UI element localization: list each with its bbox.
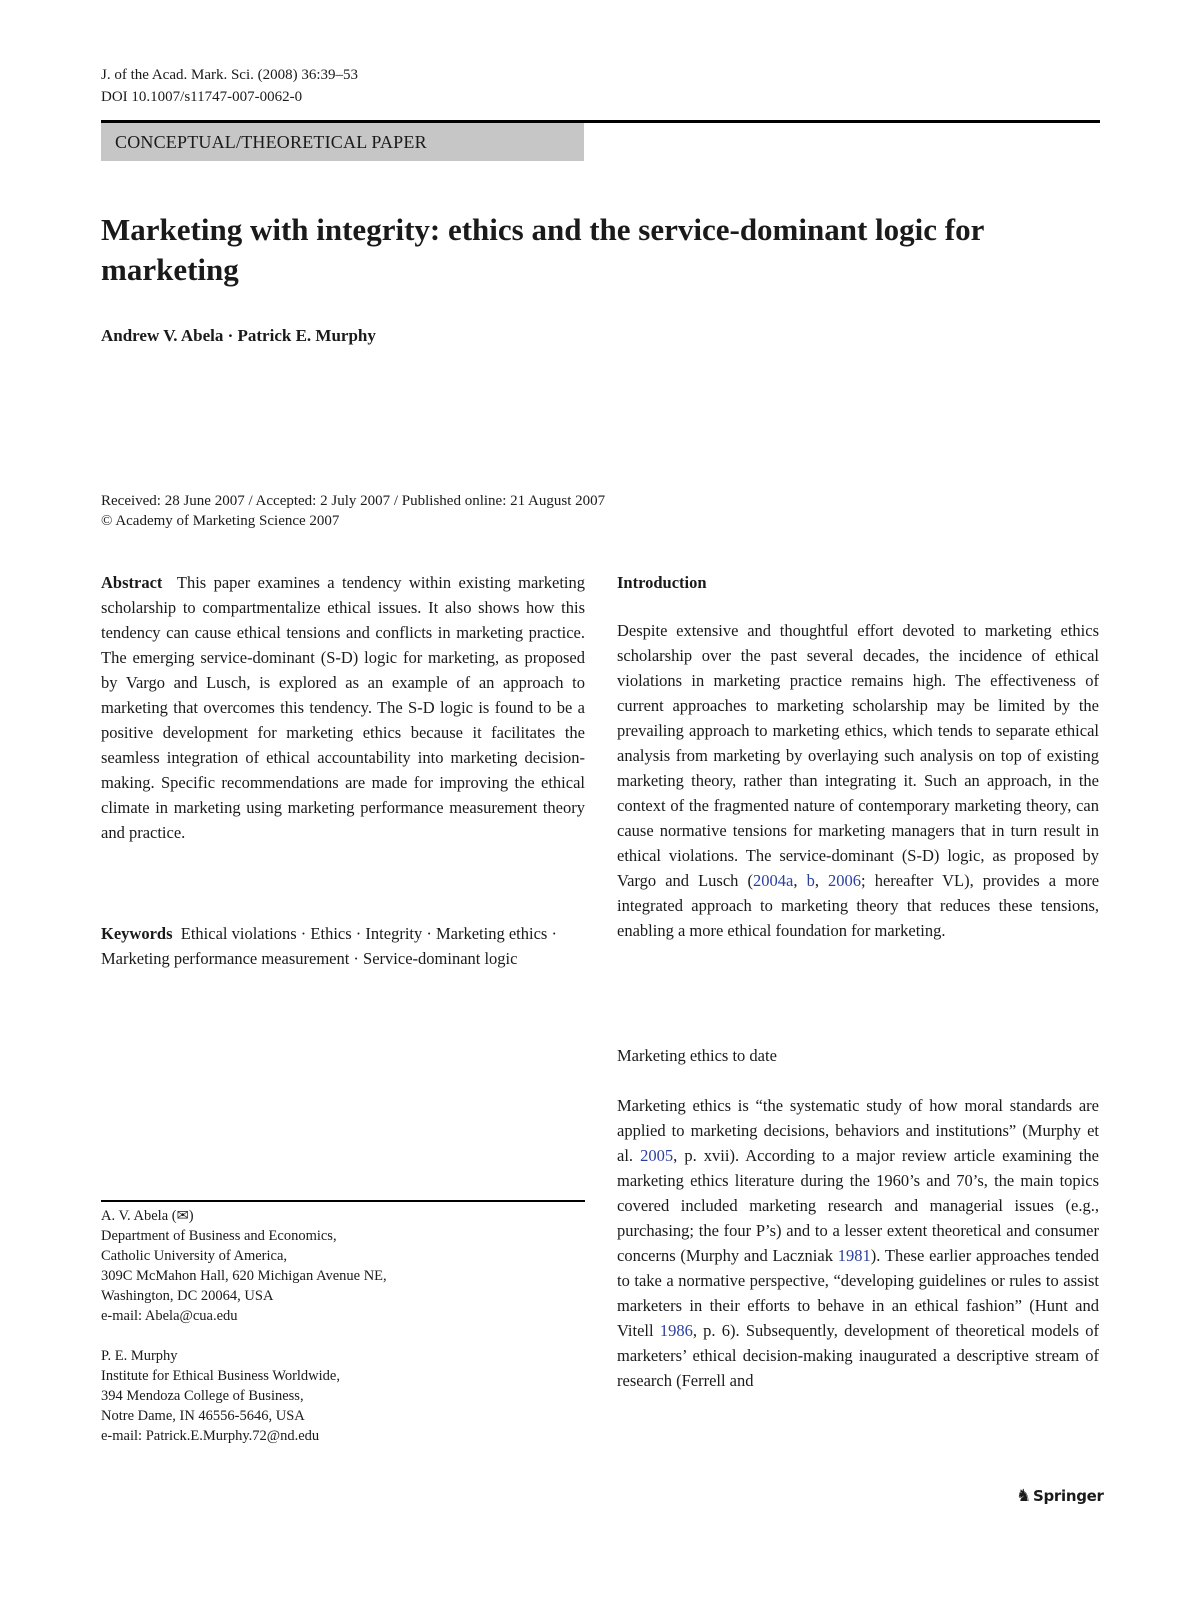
- affiliation-name: P. E. Murphy: [101, 1348, 178, 1364]
- citation-link[interactable]: 1986: [659, 1321, 693, 1340]
- affiliation-line: Notre Dame, IN 46556-5646, USA: [101, 1408, 305, 1424]
- keywords-text: Ethical violations · Ethics · Integrity · Marketing ethics · Marketing performance measurement · Service-dominant logic: [101, 924, 557, 968]
- affiliation-email[interactable]: e-mail: Patrick.E.Murphy.72@nd.edu: [101, 1428, 320, 1444]
- paragraph-text: , p. xvii). According to a major review article examining the marketing ethics literature during the 1960’s and 70’s, the main topics covered included marketing research and managerial issues (e.g., purchasing; the four P’s) and to a lesser extent theoretical and consumer concerns (Murphy and Laczniak: [617, 1146, 1099, 1265]
- affiliation-line: Department of Business and Economics,: [101, 1228, 337, 1244]
- keywords: [101, 921, 585, 971]
- article-title: Marketing with integrity: ethics and the service-dominant logic for marketing: [101, 212, 984, 287]
- paragraph-text: ; hereafter VL), provides a more integrated approach to marketing theory that reduces these tensions, enabling a more ethical foundation for marketing.: [617, 871, 1100, 940]
- affiliation-email[interactable]: e-mail: Abela@cua.edu: [101, 1308, 238, 1324]
- citation-link[interactable]: b: [806, 871, 815, 890]
- springer-horse-icon: ♞: [1016, 1486, 1031, 1506]
- citation-separator: ,: [814, 871, 829, 890]
- citation-link[interactable]: 2005: [640, 1146, 674, 1165]
- keywords-label: Keywords: [101, 924, 173, 943]
- affiliation-abela: [101, 1206, 387, 1326]
- copyright: © Academy of Marketing Science 2007: [101, 513, 340, 529]
- author-list: Andrew V. Abela · Patrick E. Murphy: [101, 326, 376, 345]
- section-heading-ethics-to-date: Marketing ethics to date: [617, 1046, 777, 1065]
- affiliation-line: Catholic University of America,: [101, 1248, 288, 1264]
- ethics-to-date-paragraph: [617, 1093, 1099, 1393]
- affiliation-murphy: [101, 1346, 340, 1446]
- paragraph-text: ). These earlier approaches tended to take a normative perspective, “developing guidelines or rules to assist marketers in their efforts to behave in an ethical fashion” (Hunt and Vitell: [617, 1246, 1099, 1340]
- publication-info: [101, 491, 605, 531]
- paragraph-text: , p. 6). Subsequently, development of theoretical models of marketers’ ethical decision-making inaugurated a descriptive stream of research (Ferrell and: [617, 1321, 1099, 1390]
- journal-citation: J. of the Acad. Mark. Sci. (2008) 36:39–53: [101, 67, 359, 83]
- introduction-paragraph: [617, 618, 1099, 943]
- affiliation-name: A. V. Abela (✉): [101, 1208, 194, 1224]
- abstract: [101, 570, 585, 845]
- citation-link[interactable]: 1981: [837, 1246, 871, 1265]
- doi: DOI 10.1007/s11747-007-0062-0: [101, 89, 303, 105]
- affiliation-line: Washington, DC 20064, USA: [101, 1288, 274, 1304]
- citation-separator: ,: [793, 871, 807, 890]
- affiliation-line: 309C McMahon Hall, 620 Michigan Avenue NE,: [101, 1268, 387, 1284]
- citation-link[interactable]: 2004a: [753, 871, 794, 890]
- publisher-name: Springer: [1032, 1487, 1104, 1505]
- paragraph-text: Despite extensive and thoughtful effort devoted to marketing ethics scholarship over the past several decades, the incidence of ethical violations in marketing practice remains high. The effectiveness of current approaches to marketing scholarship may be limited by the prevailing approach to marketing ethics, which tends to separate ethical analysis from marketing by overlaying such analysis on top of existing marketing theory, rather than integrating it. Such an approach, in the context of the fragmented nature of contemporary marketing theory, can cause normative tensions for marketing managers that in turn result in ethical violations. The service-dominant (S-D) logic, as proposed by Vargo and Lusch (: [617, 621, 1099, 890]
- section-heading-introduction: Introduction: [617, 573, 707, 592]
- citation-link[interactable]: 2006: [828, 871, 862, 890]
- journal-header: [101, 64, 358, 108]
- abstract-label: Abstract: [101, 573, 163, 592]
- publisher-logo: [1016, 1486, 1104, 1506]
- affiliation-line: 394 Mendoza College of Business,: [101, 1388, 304, 1404]
- affiliation-line: Institute for Ethical Business Worldwide,: [101, 1368, 340, 1384]
- abstract-text: This paper examines a tendency within existing marketing scholarship to compartmentalize ethical issues. It also shows how this tendency can cause ethical tensions and conflicts in marketing practice. The emerging service-dominant (S-D) logic for marketing, as proposed by Vargo and Lusch, is explored as an example of an approach to marketing that overcomes this tendency. The S-D logic is found to be a positive development for marketing ethics because it facilitates the seamless integration of ethical accountability into marketing decision-making. Specific recommendations are made for improving the ethical climate in marketing using marketing performance measurement theory and practice.: [101, 573, 585, 842]
- article-dates: Received: 28 June 2007 / Accepted: 2 July 2007 / Published online: 21 August 2007: [101, 493, 606, 509]
- paragraph-text: Marketing ethics is “the systematic study of how moral standards are applied to marketing decisions, behaviors and institutions” (Murphy et al.: [617, 1096, 1099, 1165]
- affiliation-rule: [101, 1200, 585, 1202]
- paper-category: CONCEPTUAL/THEORETICAL PAPER: [101, 123, 584, 161]
